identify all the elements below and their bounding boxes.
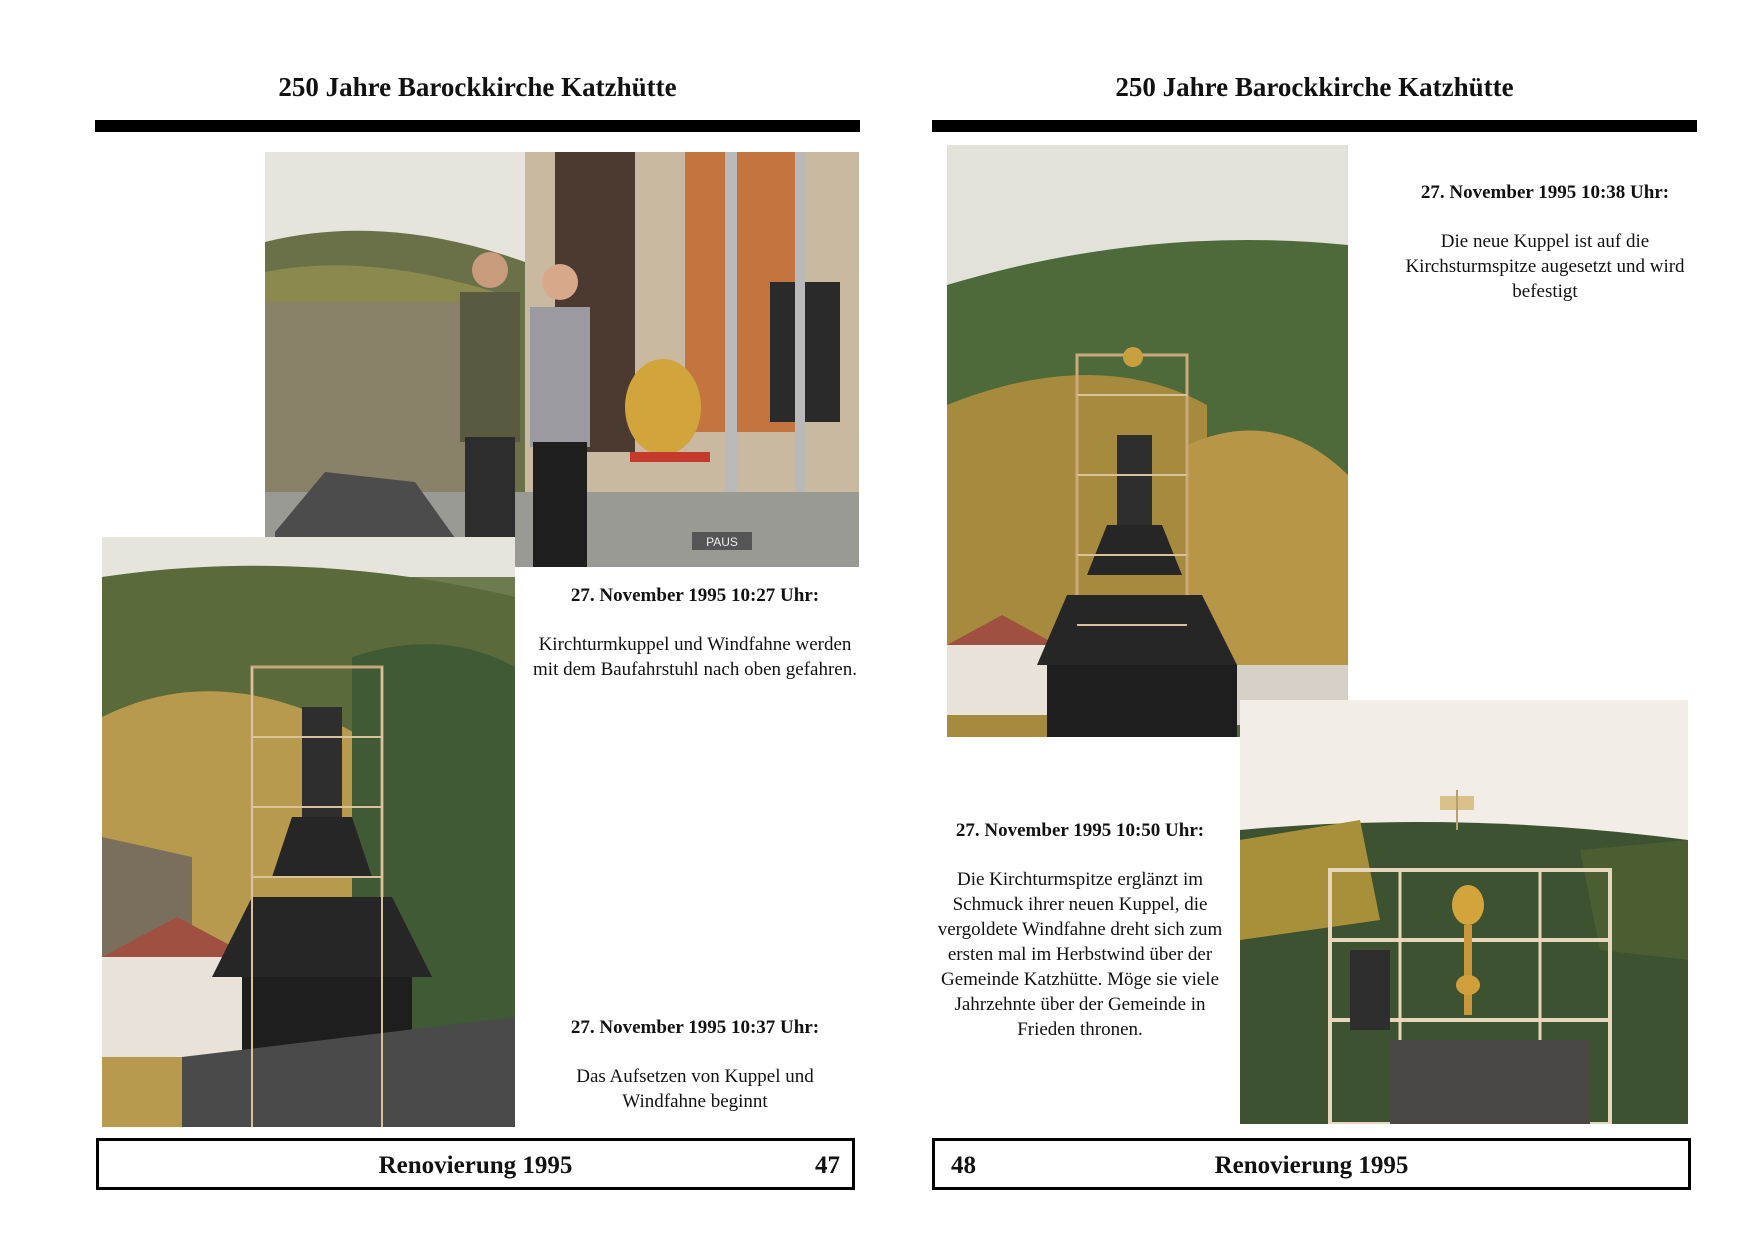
photo-tower-dome-set <box>947 145 1348 737</box>
left-page-footer <box>96 1138 855 1190</box>
left-page-number: 47 <box>815 1152 840 1179</box>
photo-men-with-golden-dome <box>265 152 859 567</box>
equipment-sign-text: PAUS <box>706 535 738 549</box>
photo-tower-scaffolding-left <box>102 537 515 1127</box>
caption-10-50-text: Die Kirchturmspitze erglänzt im Schmuck ihrer neuen Kuppel, die vergoldete Windfahne dreht sich zum ersten mal im Herbstwind über der Gemeinde Katzhütte. Möge sie viele Jahrzehnte über der Gemeinde in Frieden thronen. <box>937 869 1223 1040</box>
caption-10-38-text: Die neue Kuppel ist auf die Kirchsturmspitze augesetzt und wird befestigt <box>1405 231 1685 302</box>
caption-10-37 <box>540 1015 850 1114</box>
right-page-footer <box>932 1138 1691 1190</box>
caption-10-27-title: 27. November 1995 10:27 Uhr: <box>570 585 820 606</box>
left-header-rule <box>95 120 860 132</box>
caption-10-37-text: Das Aufsetzen von Kuppel und Windfahne beginnt <box>576 1066 814 1112</box>
right-header-rule <box>932 120 1697 132</box>
left-footer-title: Renovierung 1995 <box>378 1152 573 1179</box>
right-page-header: 250 Jahre Barockkirche Katzhütte <box>1115 72 1514 102</box>
caption-10-27 <box>530 583 860 682</box>
caption-10-50-title: 27. November 1995 10:50 Uhr: <box>955 820 1205 841</box>
caption-10-38 <box>1380 180 1710 304</box>
photo-dome-weathervane-closeup <box>1240 700 1688 1124</box>
caption-10-38-title: 27. November 1995 10:38 Uhr: <box>1420 182 1670 203</box>
caption-10-37-title: 27. November 1995 10:37 Uhr: <box>570 1017 820 1038</box>
caption-10-27-text: Kirchturmkuppel und Windfahne werden mit dem Baufahrstuhl nach oben gefahren. <box>533 634 857 680</box>
left-page-header: 250 Jahre Barockkirche Katzhütte <box>278 72 677 102</box>
caption-10-50 <box>930 818 1230 1042</box>
right-page-number: 48 <box>951 1152 976 1179</box>
right-footer-title: Renovierung 1995 <box>1214 1152 1409 1179</box>
